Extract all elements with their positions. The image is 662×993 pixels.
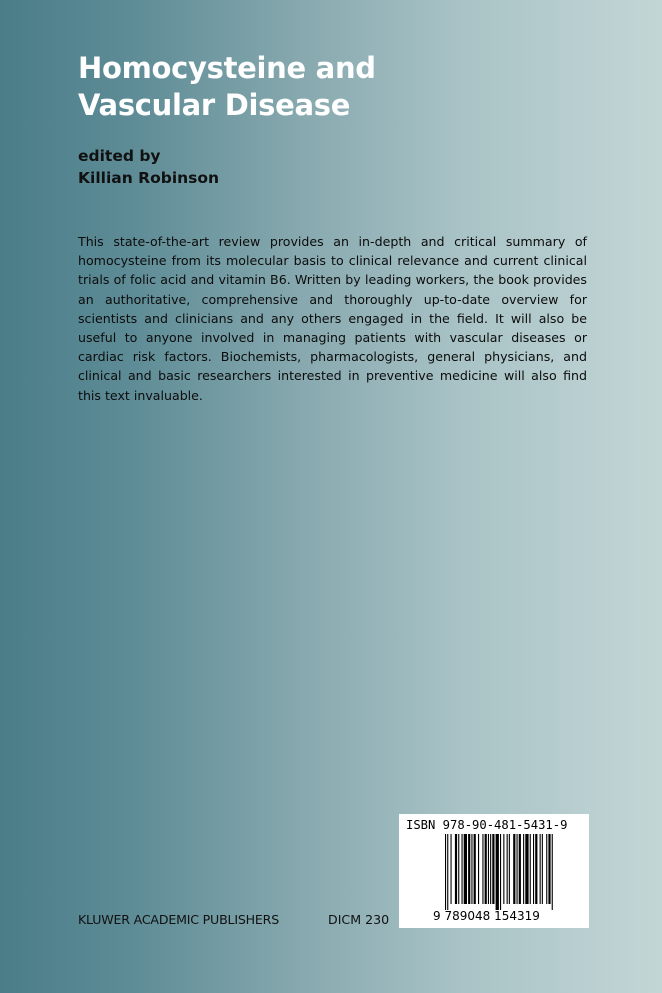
barcode-bar bbox=[503, 834, 504, 904]
barcode-bar bbox=[533, 834, 534, 904]
barcode-bar bbox=[523, 834, 524, 904]
barcode-bar bbox=[546, 834, 547, 904]
barcode-bar bbox=[468, 834, 470, 904]
barcode-bar bbox=[492, 834, 494, 904]
edited-by-label: edited by bbox=[78, 147, 161, 165]
barcode-bar bbox=[445, 834, 446, 910]
barcode-bar bbox=[447, 834, 448, 910]
barcode-bar bbox=[548, 834, 550, 904]
barcode-bar bbox=[471, 834, 472, 904]
barcode-bar bbox=[462, 834, 463, 904]
barcode-bar bbox=[496, 834, 499, 910]
editor-credit bbox=[78, 145, 219, 189]
barcode-bar bbox=[509, 834, 510, 904]
barcode-bar bbox=[552, 834, 553, 910]
barcode-bar bbox=[478, 834, 479, 904]
barcode-image bbox=[445, 834, 583, 910]
barcode-bar bbox=[530, 834, 531, 904]
barcode-bar bbox=[507, 834, 508, 904]
book-title-line-1: Homocysteine and bbox=[78, 51, 376, 85]
barcode-bar bbox=[519, 834, 521, 904]
barcode-bar bbox=[490, 834, 491, 904]
barcode-bar bbox=[485, 834, 487, 904]
editor-name: Killian Robinson bbox=[78, 169, 220, 187]
barcode-bar bbox=[500, 834, 501, 910]
barcode-bar bbox=[540, 834, 541, 904]
isbn-label: ISBN 978-90-481-5431-9 bbox=[406, 818, 568, 832]
publisher-name: KLUWER ACADEMIC PUBLISHERS bbox=[78, 912, 280, 927]
isbn-barcode-panel bbox=[399, 814, 589, 928]
barcode-bar bbox=[542, 834, 543, 904]
barcode-bar bbox=[464, 834, 467, 904]
barcode-bar bbox=[458, 834, 459, 904]
barcode-bar bbox=[455, 834, 457, 904]
book-description: This state-of-the-art review provides an in-depth and critical summary of homocysteine from its molecular basis to clinical relevance and current clinical trials of folic acid and vitamin B6. Written by leading workers, the book provides an authoritative, comprehensive and thoroughly up-to-date overview for scientists and clinicians and any others engaged in the field. It will also be useful to anyone involved in managing patients with vascular diseases or cardiac risk factors. Biochemists, pharmacologists, general physicians, and clinical and basic researchers interested in preventive medicine will also find this text invaluable. bbox=[78, 234, 587, 403]
barcode-bar bbox=[535, 834, 537, 904]
barcode-bar bbox=[474, 834, 476, 904]
book-title bbox=[78, 50, 598, 124]
barcode-bar bbox=[525, 834, 528, 904]
barcode-bar bbox=[451, 834, 452, 904]
series-code: DICM 230 bbox=[328, 912, 390, 927]
barcode-bar bbox=[513, 834, 515, 904]
barcode-bar bbox=[482, 834, 483, 904]
barcode-bar bbox=[517, 834, 518, 904]
barcode-bar bbox=[488, 834, 489, 904]
book-title-line-2: Vascular Disease bbox=[78, 88, 351, 122]
barcode-digits: 9 789048 154319 bbox=[433, 909, 540, 923]
